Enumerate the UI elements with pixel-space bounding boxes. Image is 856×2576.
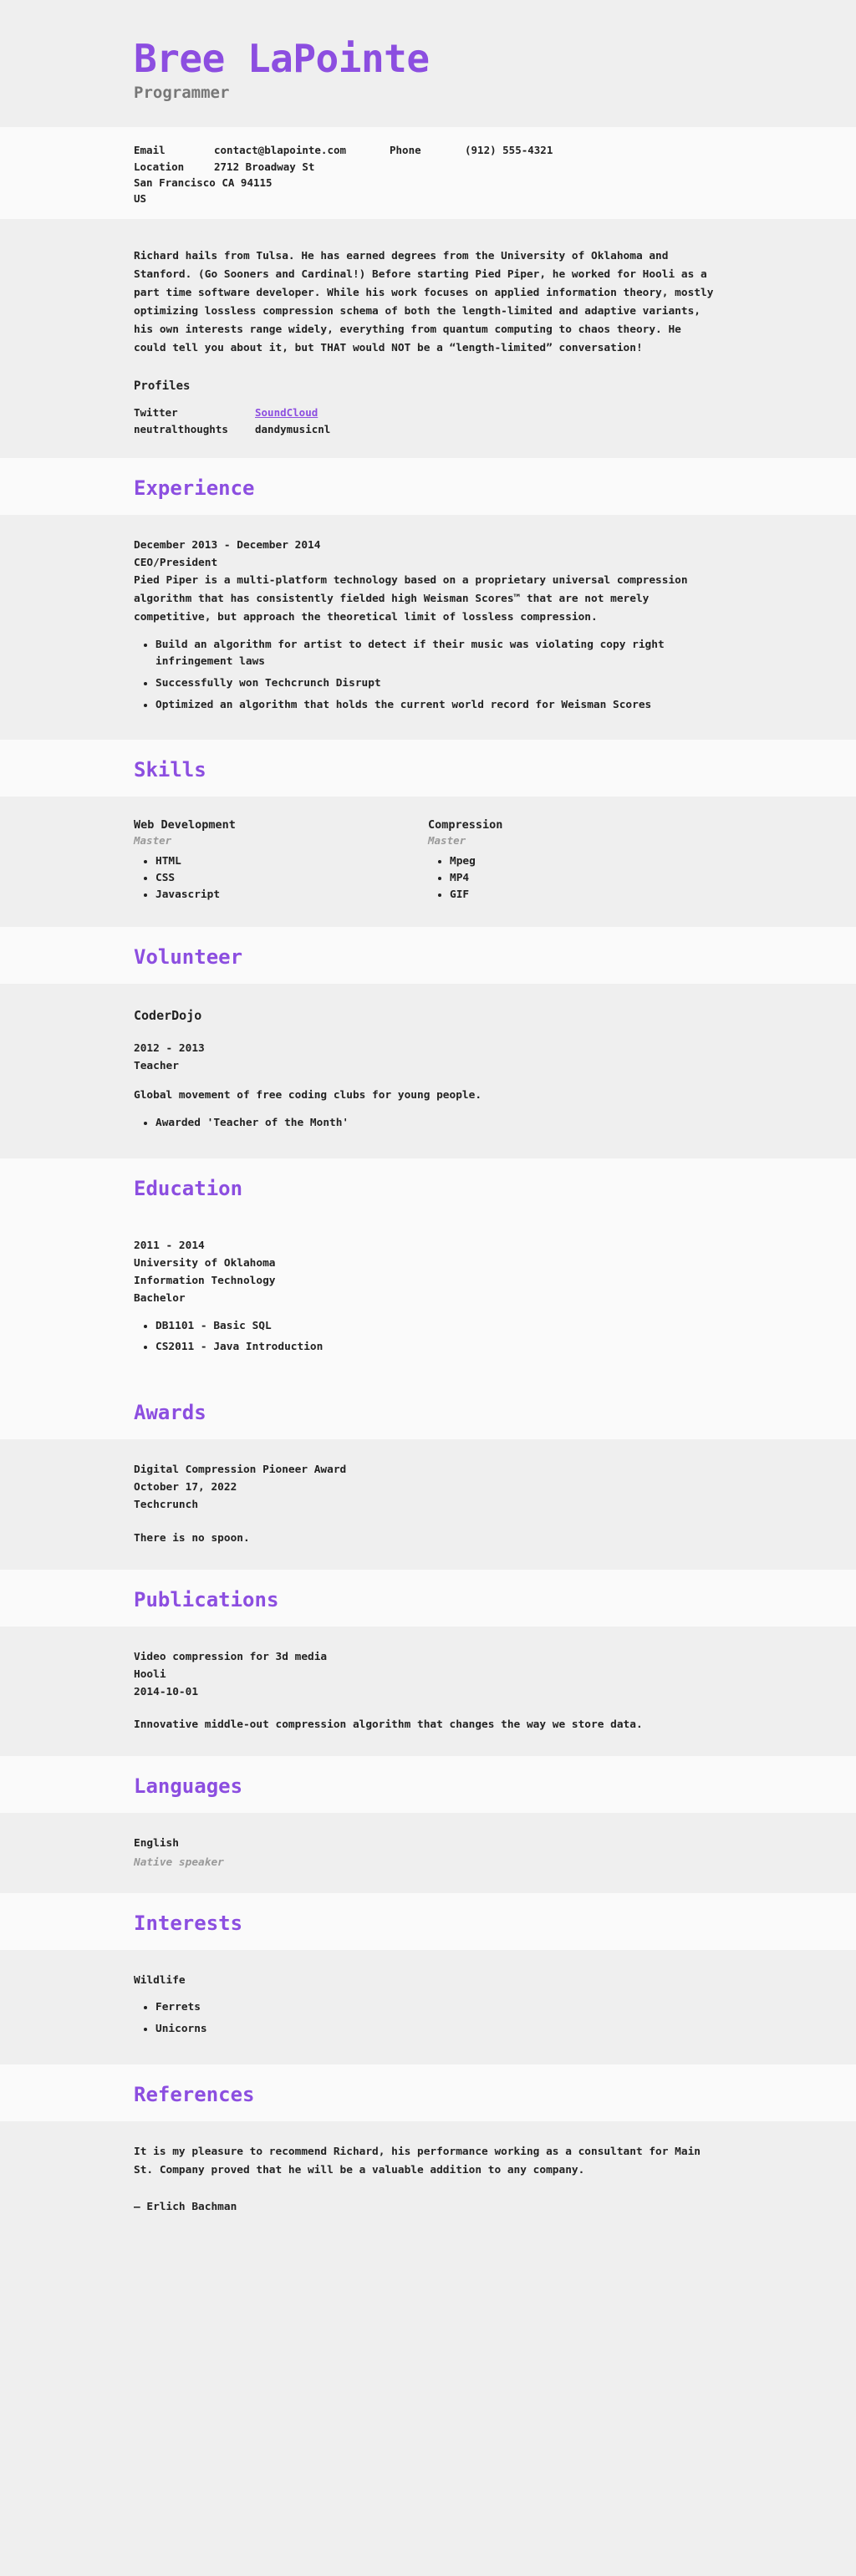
education-courses xyxy=(134,1318,722,1357)
email-label: Email xyxy=(134,144,166,157)
list-item: • GIF xyxy=(450,888,722,901)
phone-value[interactable]: (912) 555-4321 xyxy=(465,144,553,157)
list-item: • Optimized an algorithm that holds the current world record for Weisman Scores xyxy=(155,697,722,714)
location-label: Location xyxy=(134,160,185,173)
profile-username: neutralthoughts xyxy=(134,422,228,435)
language-fluency: Native speaker xyxy=(134,1856,224,1869)
award-title: Digital Compression Pioneer Award xyxy=(134,1464,347,1477)
volunteer-body xyxy=(0,984,856,1158)
section-heading-references: References xyxy=(134,2082,255,2106)
header-section xyxy=(0,0,856,127)
skill-item-compression xyxy=(428,818,722,905)
publication-summary: Innovative middle-out compression algorithm that changes the way we store data. xyxy=(134,1718,643,1731)
references-title-band xyxy=(0,2064,856,2121)
award-date: October 17, 2022 xyxy=(134,1481,237,1494)
education-area: Information Technology xyxy=(134,1275,276,1288)
languages-body xyxy=(0,1813,856,1893)
experience-highlights xyxy=(134,637,722,713)
location-line-3: US xyxy=(134,192,147,206)
skills-title-band xyxy=(0,740,856,797)
email-value[interactable]: contact@blapointe.com xyxy=(214,144,347,157)
education-body xyxy=(0,1215,856,1382)
profile-item-twitter xyxy=(134,405,255,438)
education-institution: University of Oklahoma xyxy=(134,1257,276,1270)
profile-username: dandymusicnl xyxy=(255,422,331,435)
page-title: Bree LaPointe xyxy=(134,36,430,81)
award-entry xyxy=(134,1461,722,1547)
section-heading-skills: Skills xyxy=(134,758,206,782)
award-summary: There is no spoon. xyxy=(134,1531,250,1545)
profile-item-soundcloud[interactable] xyxy=(255,405,376,438)
list-item: • Unicorns xyxy=(155,2021,722,2038)
skill-item-web-development xyxy=(134,818,428,905)
volunteer-position: Teacher xyxy=(134,1060,179,1073)
experience-entry xyxy=(134,537,722,714)
language-entry xyxy=(134,1835,722,1871)
education-entry xyxy=(134,1237,722,1356)
interests-title-band xyxy=(0,1893,856,1950)
volunteer-dates: 2012 - 2013 xyxy=(134,1042,205,1056)
volunteer-entry xyxy=(134,1005,722,1132)
reference-text: It is my pleasure to recommend Richard, his performance working as a consultant for Main St. Company proved that he will be a valuable addition to any company. xyxy=(134,2145,701,2176)
awards-body xyxy=(0,1439,856,1569)
skill-keywords xyxy=(134,855,428,901)
contact-section xyxy=(0,127,856,219)
section-heading-volunteer: Volunteer xyxy=(134,945,243,970)
interest-entry xyxy=(134,1972,722,2038)
language-name: English xyxy=(134,1836,179,1850)
section-heading-experience: Experience xyxy=(134,476,255,500)
footer-spacer xyxy=(0,2237,856,2338)
skill-name: Web Development xyxy=(134,818,236,832)
contact-row-location xyxy=(134,159,722,175)
education-title-band xyxy=(0,1158,856,1215)
section-heading-languages: Languages xyxy=(134,1774,243,1798)
publications-title-band xyxy=(0,1570,856,1627)
volunteer-title-band xyxy=(0,927,856,984)
experience-position: CEO/President xyxy=(134,556,218,569)
header-tagline: Programmer xyxy=(134,84,230,103)
publication-publisher: Hooli xyxy=(134,1667,166,1681)
skill-keywords xyxy=(428,855,722,901)
section-heading-awards: Awards xyxy=(134,1401,206,1425)
experience-title-band xyxy=(0,458,856,515)
publication-name: Video compression for 3d media xyxy=(134,1650,328,1663)
volunteer-organization: CoderDojo xyxy=(134,1008,202,1024)
summary-section xyxy=(0,219,856,458)
section-heading-interests: Interests xyxy=(134,1912,243,1936)
location-value: 2712 Broadway St xyxy=(214,160,315,173)
skills-body xyxy=(0,797,856,927)
interests-body xyxy=(0,1950,856,2064)
list-item: • Ferrets xyxy=(155,1999,722,2016)
education-study-type: Bachelor xyxy=(134,1292,186,1306)
list-item: • DB1101 - Basic SQL xyxy=(155,1318,722,1335)
interest-name: Wildlife xyxy=(134,1974,186,1988)
section-heading-publications: Publications xyxy=(134,1587,279,1611)
list-item: • CSS xyxy=(155,872,428,884)
list-item: • Successfully won Techcrunch Disrupt xyxy=(155,675,722,692)
publications-body xyxy=(0,1627,856,1756)
profile-network: Twitter xyxy=(134,405,178,419)
publication-release-date: 2014-10-01 xyxy=(134,1685,199,1698)
location-line-2: San Francisco CA 94115 xyxy=(134,176,273,190)
list-item: • CS2011 - Java Introduction xyxy=(155,1339,722,1356)
list-item: • Build an algorithm for artist to detect if their music was violating copy right infringement laws xyxy=(155,637,722,670)
publication-entry xyxy=(134,1648,722,1734)
profiles-list xyxy=(134,405,722,438)
summary-text: Richard hails from Tulsa. He has earned degrees from the University of Oklahoma and Stanford. (Go Sooners and Cardinal!) Before starting Pied Piper, he worked for Hooli as a part time software developer. While his work focuses on applied information theory, mostly optimizing lossless compression schema of both the length-limited and adaptive variants, his own interests range widely, everything from quantum computing to chaos theory. He could tell you about it, but THAT would NOT be a “length-limited” conversation! xyxy=(134,249,714,354)
volunteer-summary: Global movement of free coding clubs for young people. xyxy=(134,1089,482,1102)
interest-keywords xyxy=(134,1999,722,2038)
volunteer-highlights xyxy=(134,1115,722,1132)
references-body xyxy=(0,2121,856,2237)
profiles-heading: Profiles xyxy=(134,379,191,393)
skill-level: Master xyxy=(134,834,172,848)
education-dates: 2011 - 2014 xyxy=(134,1240,205,1253)
experience-summary: Pied Piper is a multi-platform technology based on a proprietary universal compression algorithm that has consistently fielded high Weisman Scores™ that are not merely competitive, but approach the theoretical limit of lossless compression. xyxy=(134,574,688,624)
list-item: • Mpeg xyxy=(450,855,722,868)
reference-entry xyxy=(134,2143,722,2216)
skill-name: Compression xyxy=(428,818,503,832)
list-item: • Awarded 'Teacher of the Month' xyxy=(155,1115,722,1132)
profile-network-link[interactable]: SoundCloud xyxy=(255,405,318,419)
contact-row-email xyxy=(134,142,722,158)
experience-body xyxy=(0,515,856,741)
awards-title-band xyxy=(0,1382,856,1439)
list-item: • HTML xyxy=(155,855,428,868)
award-awarder: Techcrunch xyxy=(134,1499,199,1512)
phone-label: Phone xyxy=(390,144,421,157)
experience-dates: December 2013 - December 2014 xyxy=(134,538,321,552)
reference-name: — Erlich Bachman xyxy=(134,2200,237,2213)
skill-level: Master xyxy=(428,834,466,848)
section-heading-education: Education xyxy=(134,1177,243,1201)
list-item: • MP4 xyxy=(450,872,722,884)
languages-title-band xyxy=(0,1756,856,1813)
list-item: • Javascript xyxy=(155,888,428,901)
